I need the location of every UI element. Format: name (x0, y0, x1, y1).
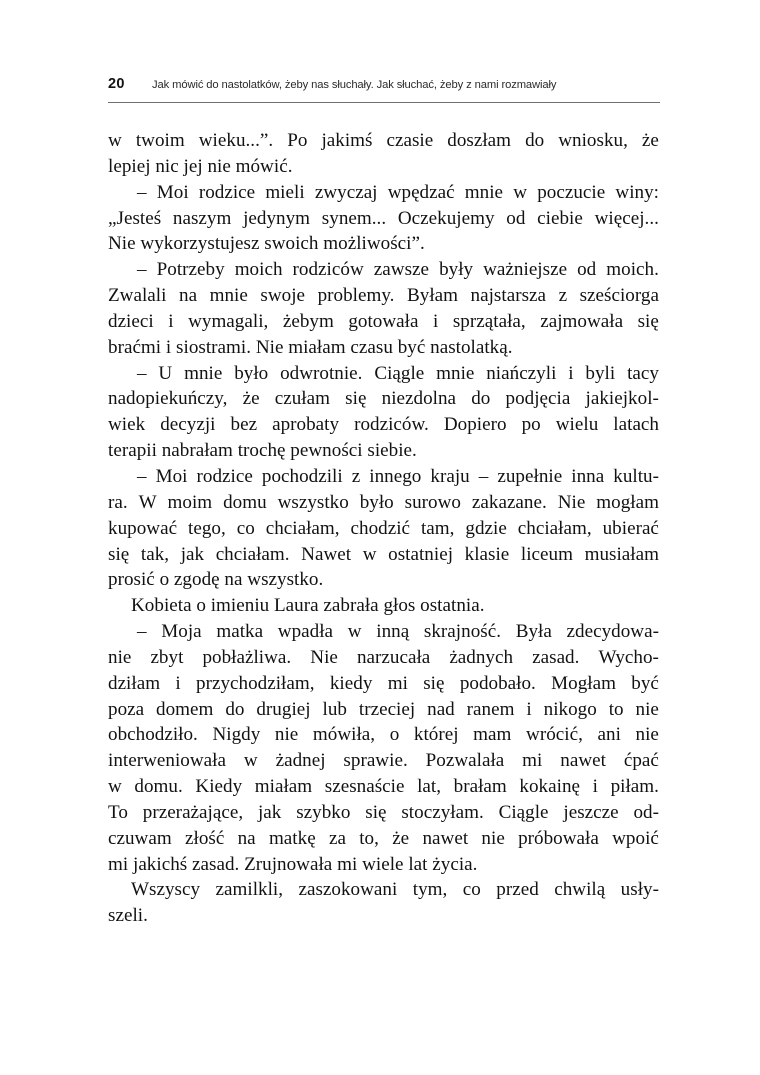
text-line: wiek decyzji bez aprobaty rodziców. Dopiero po wielu latach (108, 414, 659, 436)
text-line: dziłam i przychodziłam, kiedy mi się podobało. Mogłam być (108, 672, 659, 694)
text-line: prosić o zgodę na wszystko. (108, 569, 324, 591)
text-line: w domu. Kiedy miałam szesnaście lat, brałam kokainę i piłam. (108, 776, 659, 798)
text-line: – Moi rodzice mieli zwyczaj wpędzać mnie w poczucie winy: (137, 181, 659, 203)
text-line: lepiej nic jej nie mówić. (108, 155, 293, 177)
text-line: mi jakichś zasad. Zrujnowała mi wiele lat życia. (108, 853, 478, 875)
text-line: interweniowała w żadnej sprawie. Pozwalała mi nawet ćpać (108, 750, 659, 772)
text-line: Zwalali na mnie swoje problemy. Byłam najstarsza z sześciorga (108, 285, 659, 307)
text-line: – U mnie było odwrotnie. Ciągle mnie niańczyli i byli tacy (137, 362, 659, 384)
text-line: To przerażające, jak szybko się stoczyłam. Ciągle jeszcze od- (108, 801, 659, 823)
text-line: kupować tego, co chciałam, chodzić tam, gdzie chciałam, ubierać (108, 517, 659, 539)
text-line: obchodziło. Nigdy nie mówiła, o której mam wrócić, ani nie (108, 724, 659, 746)
text-line: nadopiekuńczy, że czułam się niezdolna do podjęcia jakiejkol- (108, 388, 659, 410)
body-text (108, 128, 659, 929)
text-line: szeli. (108, 905, 148, 927)
running-title: Jak mówić do nastolatków, żeby nas słuchały. Jak słuchać, żeby z nami rozmawiały (152, 79, 557, 91)
text-line: – Moi rodzice pochodzili z innego kraju – zupełnie inna kultu- (137, 465, 659, 487)
text-line: terapii nabrałam trochę pewności siebie. (108, 440, 417, 462)
running-header (108, 76, 660, 98)
text-line: się tak, jak chciałam. Nawet w ostatniej klasie liceum musiałam (108, 543, 659, 565)
text-line: braćmi i siostrami. Nie miałam czasu być nastolatką. (108, 336, 513, 358)
text-line: czuwam złość na matkę za to, że nawet nie próbowała wpoić (108, 827, 659, 849)
header-rule (108, 102, 660, 103)
text-line: – Potrzeby moich rodziców zawsze były ważniejsze od moich. (137, 259, 659, 281)
text-line: – Moja matka wpadła w inną skrajność. Była zdecydowa- (137, 621, 659, 643)
text-line: w twoim wieku...”. Po jakimś czasie doszłam do wniosku, że (108, 130, 659, 151)
text-line: Nie wykorzystujesz swoich możliwości”. (108, 233, 425, 255)
text-line: dzieci i wymagali, żebym gotowała i sprzątała, zajmowała się (108, 310, 659, 332)
text-line: ra. W moim domu wszystko było surowo zakazane. Nie mogłam (108, 491, 659, 513)
page-number: 20 (108, 76, 125, 92)
text-line: Kobieta o imieniu Laura zabrała głos ostatnia. (131, 595, 485, 617)
text-line: nie zbyt pobłażliwa. Nie narzucała żadnych zasad. Wycho- (108, 646, 659, 668)
text-line: „Jesteś naszym jedynym synem... Oczekujemy od ciebie więcej... (108, 207, 659, 229)
text-line: Wszyscy zamilkli, zaszokowani tym, co przed chwilą usły- (131, 879, 659, 901)
text-line: poza domem do drugiej lub trzeciej nad ranem i nikogo to nie (108, 698, 659, 720)
